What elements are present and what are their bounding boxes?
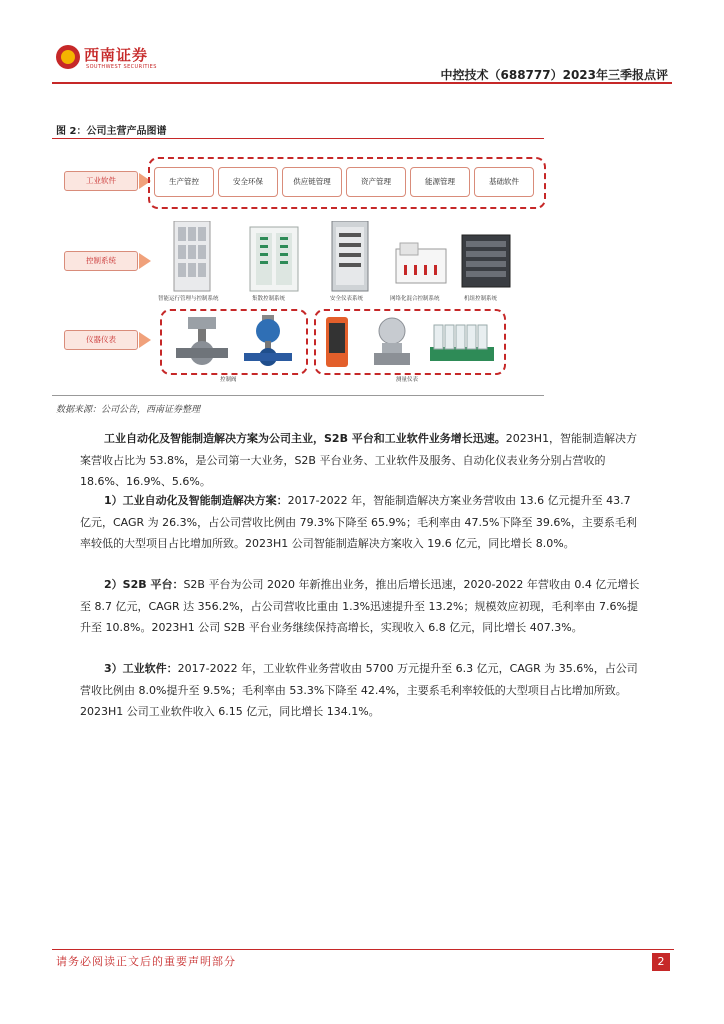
paragraph-3 [80, 574, 644, 639]
product-caption: 测量仪表 [396, 377, 419, 383]
measurement-group [314, 309, 506, 375]
figure-bottom-rule [52, 395, 544, 396]
transmitter-image [368, 315, 418, 369]
software-item: 供应链管理 [282, 167, 342, 197]
software-group [148, 157, 546, 209]
category-label-software: 工业软件 [64, 171, 138, 191]
logo-subtext: SOUTHWEST SECURITIES [86, 64, 157, 70]
paragraph-lead: 1）工业自动化及智能制造解决方案： [104, 494, 288, 507]
product-caption: 安全仪表系统 [330, 296, 364, 302]
software-item: 基础软件 [474, 167, 534, 197]
io-module-image [428, 317, 496, 367]
product-caption: 集散控制系统 [252, 296, 286, 302]
product-caption: 网络化混合控制系统 [390, 296, 440, 302]
controller-device-image [324, 315, 350, 369]
category-label-instruments: 仪器仪表 [64, 330, 138, 350]
paragraph-text: 2023H1，智能制造解决方案营收占比为 53.8%，是公司第一大业务，S2B 平台业务、工业软件及服务、自动化仪表业务分别占营收的 18.6%、16.9%、5.6%。 [80, 432, 638, 488]
safety-cabinet-image [328, 221, 372, 293]
footer-rule [52, 949, 674, 950]
valve-image [170, 315, 230, 369]
figure-title: 图 2：公司主营产品图谱 [56, 126, 167, 137]
product-caption: 智能运行管理与控制系统 [158, 296, 219, 302]
paragraph-2 [80, 490, 644, 555]
cabinet-image [162, 221, 222, 293]
report-title: 中控技术（688777）2023年三季报点评 [440, 68, 668, 82]
page-number: 2 [652, 953, 670, 971]
hybrid-controller-image [392, 239, 450, 287]
paragraph-text: 2017-2022 年，智能制造解决方案业务营收由 13.6 亿元提升至 43.7 亿元，CAGR 为 26.3%，占公司营收比例由 79.3%下降至 65.9%；毛利率由 47.5%下降至 39.6%，主要系毛利率较低的大型项目占比增加所致。2023H1 公司智能制造解决方案收入 19.6 亿元，同比增长 8.0%。 [80, 494, 637, 550]
paragraph-text: S2B 平台为公司 2020 年新推出业务，推出后增长迅速，2020-2022 年营收由 0.4 亿元增长至 8.7 亿元，CAGR 达 356.2%，占公司营收比重由 1.3%迅速提升至 13.2%；规模效应初现，毛利率由 7.6%提升至 10.8%。2023H1 公司 S2B 平台业务继续保持高增长，实现收入 6.8 亿元，同比增长 407.3%。 [80, 578, 640, 634]
software-item: 生产管控 [154, 167, 214, 197]
paragraph-4 [80, 658, 644, 723]
category-label-control: 控制系统 [64, 251, 138, 271]
dcs-cabinet-image [246, 225, 302, 293]
logo-icon [56, 45, 80, 69]
unit-control-image [456, 231, 516, 291]
paragraph-1 [80, 428, 644, 493]
software-item: 资产管理 [346, 167, 406, 197]
footer-disclaimer: 请务必阅读正文后的重要声明部分 [56, 955, 236, 968]
valve-group [160, 309, 308, 375]
valve-image [236, 313, 298, 369]
paragraph-lead: 2）S2B 平台： [104, 578, 184, 591]
product-caption: 控制阀 [220, 377, 237, 383]
figure-source: 数据来源：公司公告，西南证券整理 [56, 405, 201, 415]
software-item: 安全环保 [218, 167, 278, 197]
product-map-diagram [56, 141, 544, 393]
paragraph-lead: 3）工业软件： [104, 662, 178, 675]
software-item: 能源管理 [410, 167, 470, 197]
product-caption: 机组控制系统 [464, 296, 498, 302]
paragraph-text: 2017-2022 年，工业软件业务营收由 5700 万元提升至 6.3 亿元，CAGR 为 35.6%，占公司营收比例由 8.0%提升至 9.5%；毛利率由 53.3%下降至 42.4%，主要系毛利率较低的大型项目占比增加所致。2023H1 公司工业软件收入 6.15 亿元，同比增长 134.1%。 [80, 662, 638, 718]
figure-top-rule [52, 138, 544, 139]
paragraph-lead: 工业自动化及智能制造解决方案为公司主业，S2B 平台和工业软件业务增长迅速。 [104, 432, 506, 445]
logo-text: 西南证券 [84, 46, 149, 64]
header-rule [52, 82, 672, 84]
